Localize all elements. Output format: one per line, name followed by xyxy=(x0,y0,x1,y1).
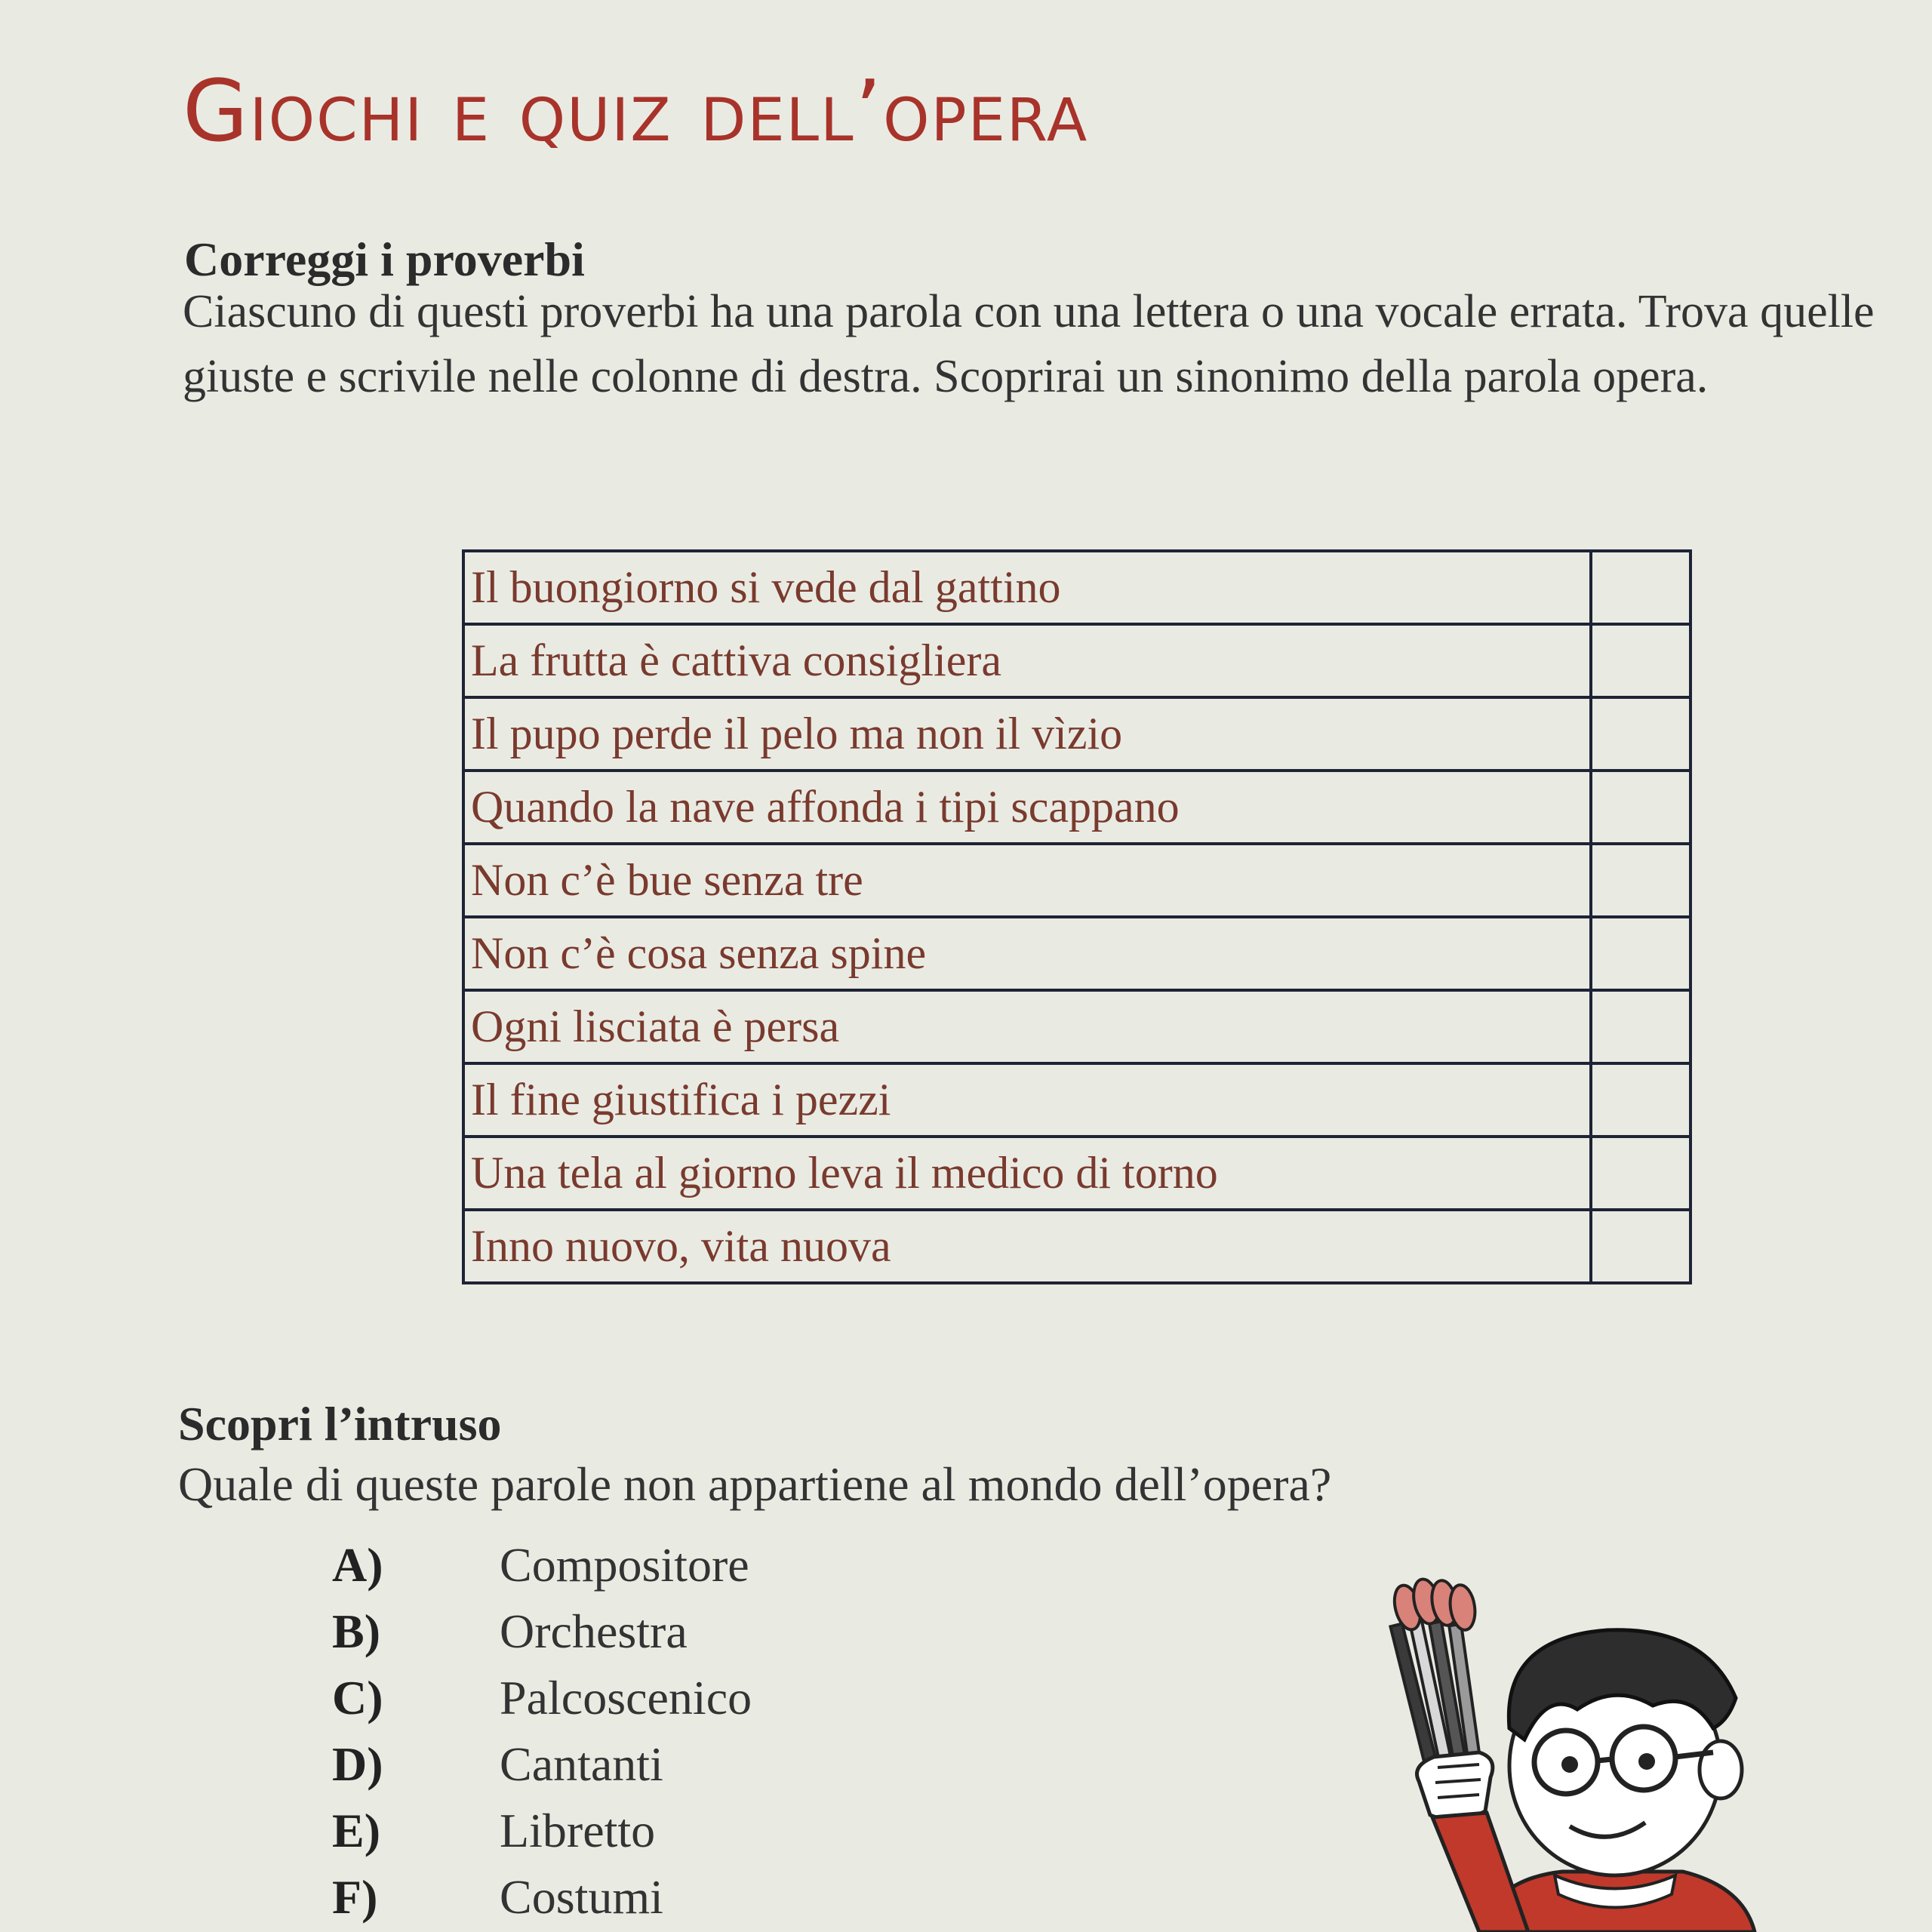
answer-cell[interactable] xyxy=(1591,771,1690,844)
option-letter: E) xyxy=(332,1804,380,1857)
proverb-cell: Non c’è bue senza tre xyxy=(463,844,1591,917)
proverb-cell: Una tela al giorno leva il medico di torno xyxy=(463,1137,1591,1210)
proverb-cell: Quando la nave affonda i tipi scappano xyxy=(463,771,1591,844)
option-f[interactable] xyxy=(332,1864,752,1930)
answer-cell[interactable] xyxy=(1591,551,1690,624)
answer-cell[interactable] xyxy=(1591,844,1690,917)
option-a[interactable] xyxy=(332,1532,752,1598)
proverb-cell: Ogni lisciata è persa xyxy=(463,990,1591,1063)
proverb-cell: Il buongiorno si vede dal gattino xyxy=(463,551,1591,624)
table-row xyxy=(463,551,1690,624)
table-row xyxy=(463,624,1690,697)
option-letter: B) xyxy=(332,1604,380,1658)
option-text: Cantanti xyxy=(500,1737,663,1791)
table-row xyxy=(463,917,1690,990)
proverb-cell: Il fine giustifica i pezzi xyxy=(463,1063,1591,1137)
instructions-text: Ciascuno di questi proverbi ha una parola con una lettera o una vocale errata. Trova quelle giuste e scrivile nelle colonne di destra. Scoprirai un sinonimo della parola opera. xyxy=(183,286,1875,402)
option-letter: F) xyxy=(332,1870,378,1924)
answer-cell[interactable] xyxy=(1591,1137,1690,1210)
answer-cell[interactable] xyxy=(1591,1210,1690,1283)
proverb-cell: Inno nuovo, vita nuova xyxy=(463,1210,1591,1283)
answer-options xyxy=(332,1532,752,1930)
table-row xyxy=(463,1063,1690,1137)
table-row xyxy=(463,771,1690,844)
option-text: Libretto xyxy=(500,1804,656,1857)
proverb-cell: La frutta è cattiva consigliera xyxy=(463,624,1591,697)
option-letter: D) xyxy=(332,1737,383,1791)
answer-cell[interactable] xyxy=(1591,990,1690,1063)
option-b[interactable] xyxy=(332,1598,752,1665)
option-letter: A) xyxy=(332,1538,383,1592)
table-row xyxy=(463,1137,1690,1210)
option-text: Costumi xyxy=(500,1870,663,1924)
boy-with-paintbrushes-illustration xyxy=(1366,1577,1758,1932)
option-text: Palcoscenico xyxy=(500,1671,752,1724)
table-row xyxy=(463,697,1690,771)
answer-cell[interactable] xyxy=(1591,697,1690,771)
proverb-cell: Non c’è cosa senza spine xyxy=(463,917,1591,990)
section-heading-intruder: Scopri l’intruso xyxy=(178,1397,502,1451)
option-c[interactable] xyxy=(332,1665,752,1731)
table-row xyxy=(463,844,1690,917)
option-text: Compositore xyxy=(500,1538,749,1592)
option-letter: C) xyxy=(332,1671,383,1724)
option-d[interactable] xyxy=(332,1731,752,1798)
proverbs-table xyxy=(462,549,1692,1284)
table-row xyxy=(463,990,1690,1063)
option-e[interactable] xyxy=(332,1798,752,1864)
table-row xyxy=(463,1210,1690,1283)
option-text: Orchestra xyxy=(500,1604,688,1658)
question-text: Quale di queste parole non appartiene al mondo dell’opera? xyxy=(178,1457,1332,1511)
page-title: Giochi e quiz dell’opera xyxy=(183,63,1089,161)
answer-cell[interactable] xyxy=(1591,624,1690,697)
proverb-cell: Il pupo perde il pelo ma non il vìzio xyxy=(463,697,1591,771)
answer-cell[interactable] xyxy=(1591,917,1690,990)
section-heading-proverbs: Correggi i proverbi xyxy=(184,232,585,286)
answer-cell[interactable] xyxy=(1591,1063,1690,1137)
